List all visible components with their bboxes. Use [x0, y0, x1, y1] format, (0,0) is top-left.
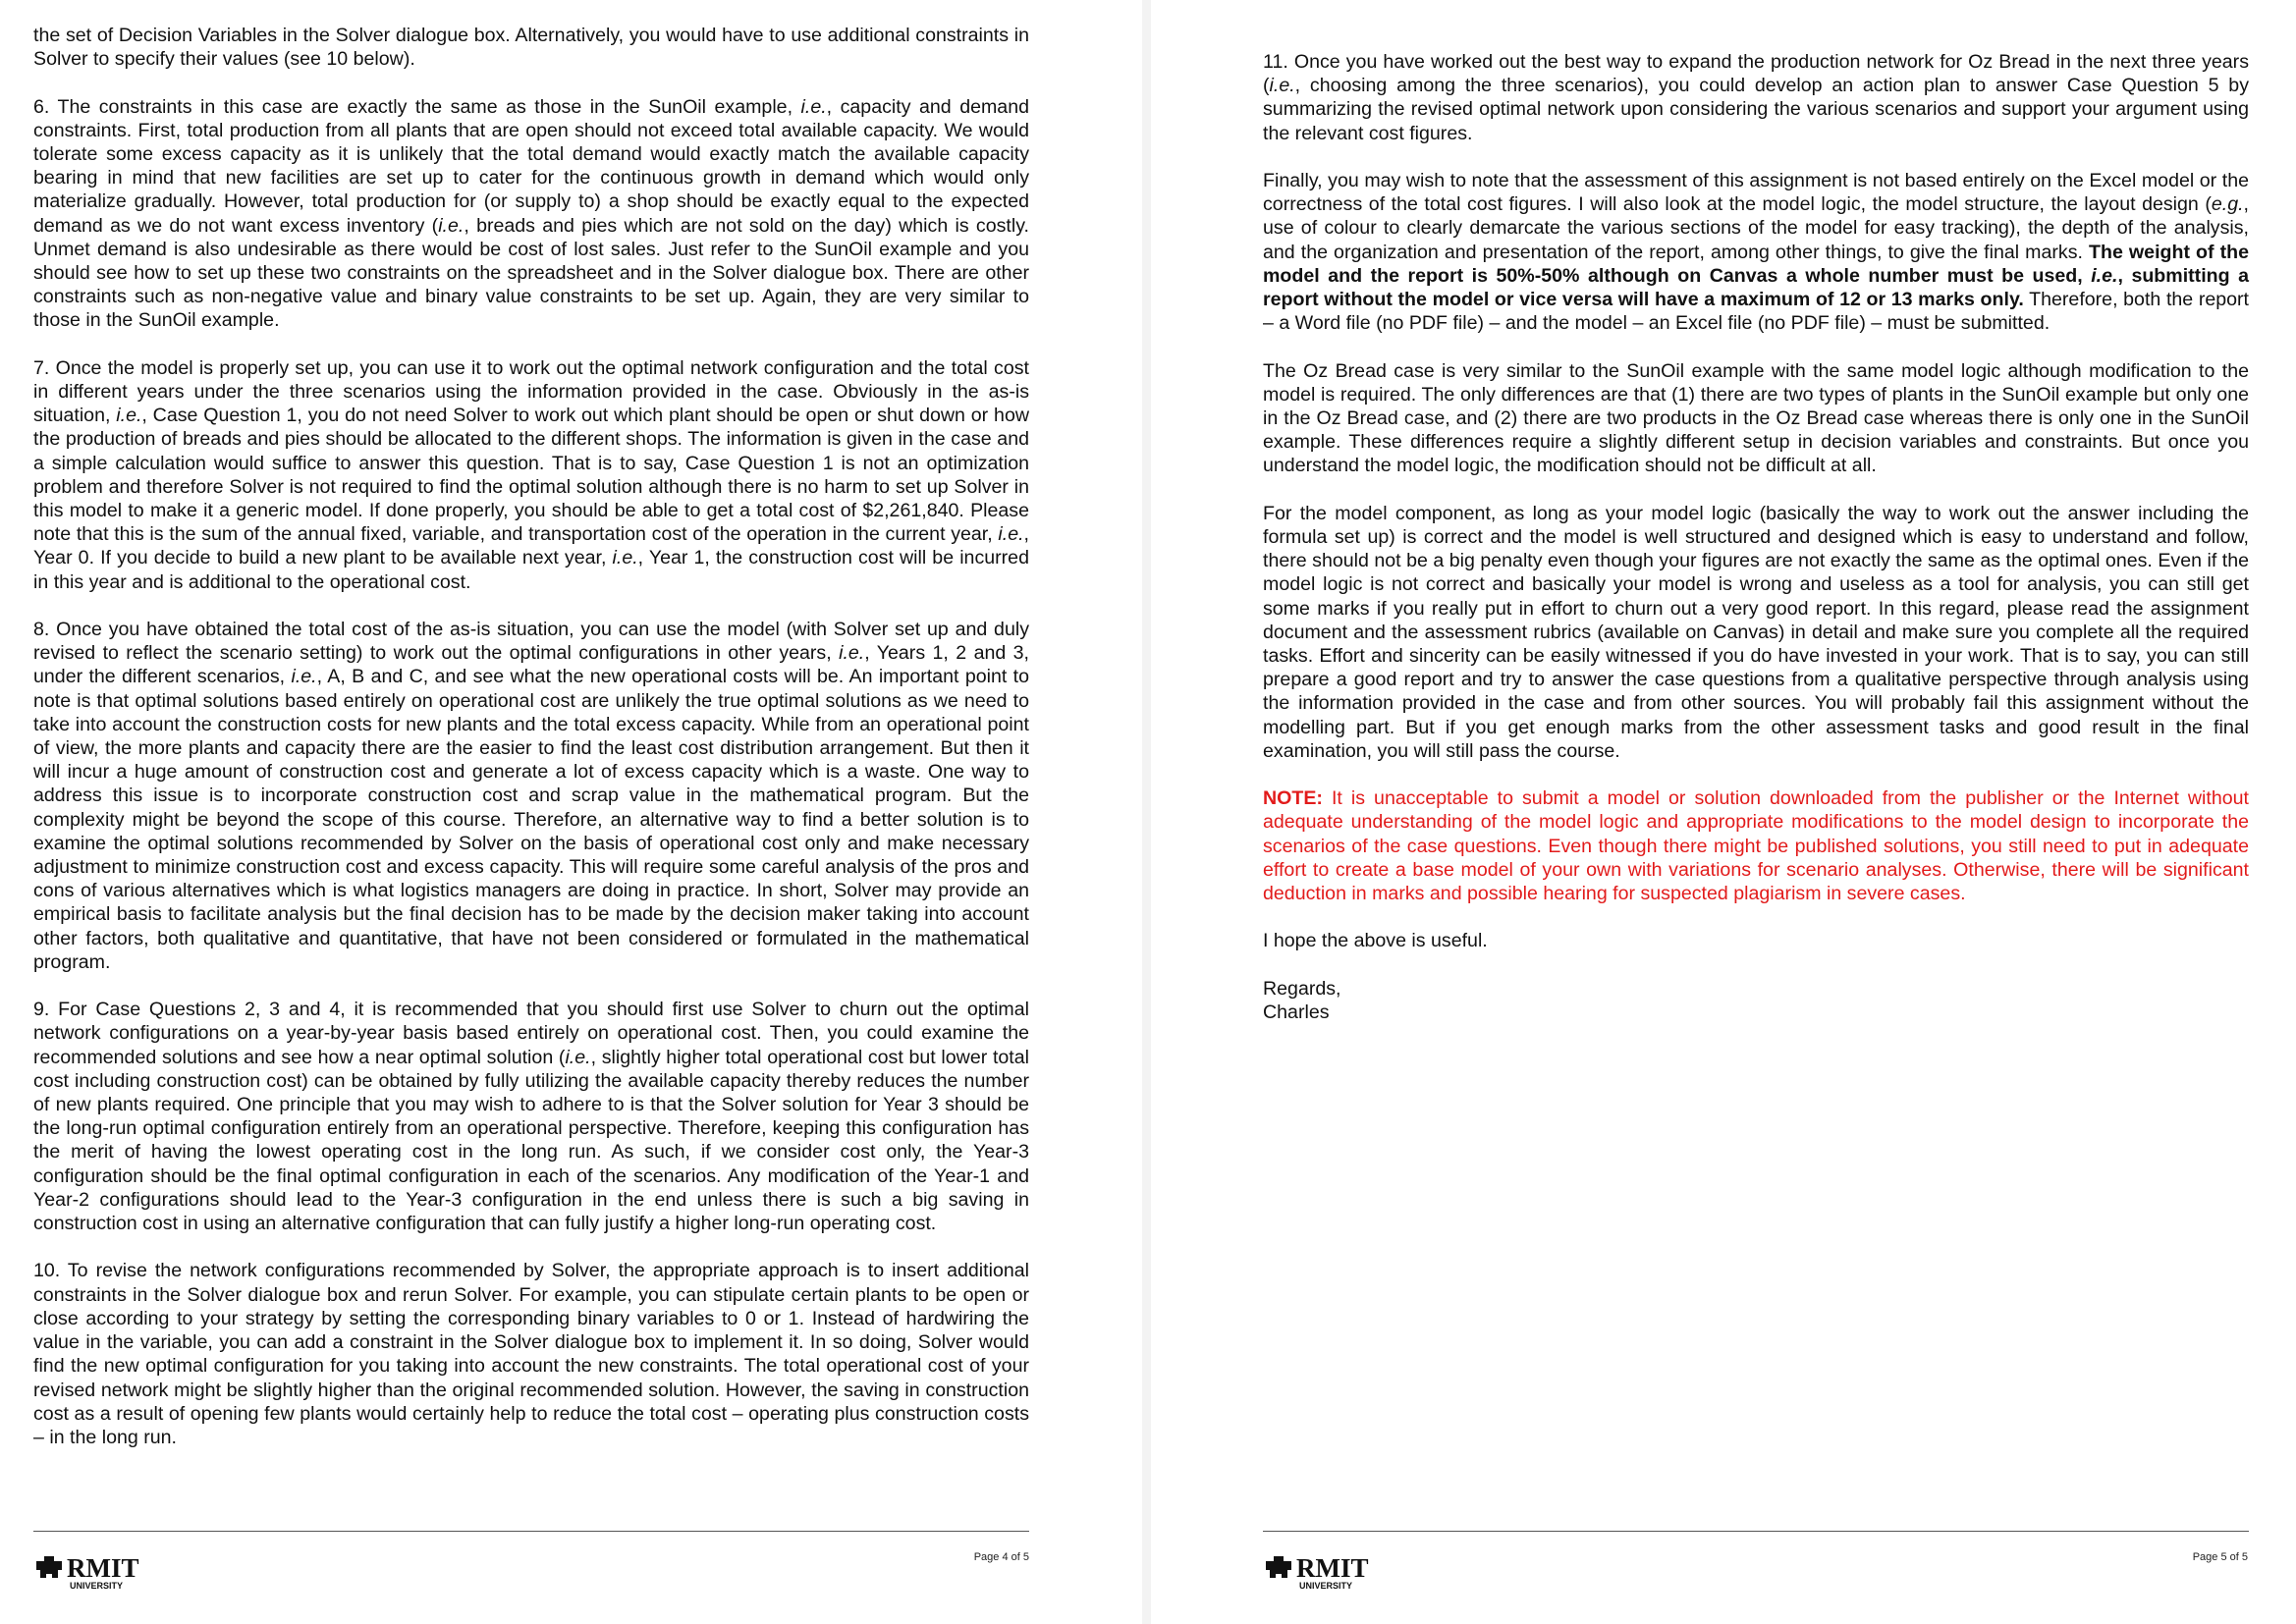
text-run: , Year 1, the construction cost will be incurred in this year and is additional to the operational cost.	[33, 547, 1029, 593]
text-run: NOTE:	[1263, 787, 1323, 810]
text-run: 8. Once you have obtained the total cost of the as-is situation, you can use the model (with Solver set up and duly revised to reflect the scenario setting) to work out the optimal configurations in other years,	[33, 619, 1029, 665]
text-run: , choosing among the three scenarios), you could develop an action plan to answer Case Question 5 by summarizing the revised optimal network upon considering the various scenarios and support your argument using the relevant cost figures.	[1263, 75, 2249, 144]
page-4-footer	[0, 1526, 1142, 1624]
text-run: , slightly higher total operational cost but lower total cost including construction cost) can be obtained by fully utilizing the available capacity thereby reduces the number of new plants required. One principle that you may wish to adhere to is that the Solver solution for Year 3 should be the long-run optimal configuration entirely from an operational perspective. Therefore, keeping this configuration has the merit of having the lowest operating cost in the long run. As such, if we consider cost only, the Year-3 configuration should be the final optimal configuration in each of the scenarios. Any modification of the Year-1 and Year-2 configurations should lead to the Year-3 configuration in the end unless there is such a big saving in construction cost in using an alternative configuration that can fully justify a higher long-run operating cost.	[33, 1046, 1029, 1235]
text-run: , breads and pies which are not sold on the day) which is costly. Unmet demand is also undesirable as there would be cost of lost sales. Just refer to the SunOil example and you should see how to set up these two constraints on the spreadsheet and in the Solver dialogue box. There are other constraints such as non-negative value and binary value constraints to be set up. Again, they are very similar to those in the SunOil example.	[33, 214, 1029, 332]
closing-block	[1263, 977, 2249, 1024]
text-run: 6. The constraints in this case are exactly the same as those in the SunOil example,	[33, 95, 801, 118]
text-run: Finally, you may wish to note that the assessment of this assignment is not based entirely on the Excel model or the correctness of the total cost figures. I will also look at the model logic, the model structure, the layout design (	[1263, 170, 2249, 216]
text-run: i.e.	[565, 1046, 591, 1068]
body-paragraph	[1263, 929, 2249, 952]
page-number: Page 5 of 5	[2192, 1551, 2248, 1563]
text-run: 11. Once you have worked out the best way to expand the production network for Oz Bread in the next three years (	[1263, 51, 2249, 97]
body-paragraph	[33, 618, 1029, 974]
text-run: The Oz Bread case is very similar to the SunOil example with the same model logic although modification to the model is required. The only differences are that (1) there are two types of plants in the SunOil example but only one in the Oz Bread case, and (2) there are two products in the Oz Bread case whereas there is only one in the SunOil example. These differences require a slightly different setup in decision variables and constraints. But once you understand the model logic, the modification should not be difficult at all.	[1263, 359, 2249, 477]
body-paragraph	[33, 24, 1029, 71]
text-run: I hope the above is useful.	[1263, 930, 1488, 952]
text-run: e.g.	[2211, 193, 2244, 216]
body-paragraph	[33, 1259, 1029, 1449]
text-run: i.e.	[116, 405, 142, 427]
text-run: i.e.	[839, 642, 865, 665]
body-paragraph	[1263, 359, 2249, 478]
body-paragraph	[1263, 50, 2249, 145]
rmit-pixel-mark	[1266, 1556, 1291, 1578]
page-5	[1151, 0, 2296, 1624]
closing-regards: Regards,	[1263, 977, 1341, 1000]
page-4-body	[33, 24, 1029, 1473]
footer-rule	[33, 1531, 1029, 1532]
rmit-logo-text: RMIT	[67, 1553, 139, 1583]
text-run: , use of colour to clearly demarcate the various sections of the model for easy tracking), the depth of the analysis, and the organization and presentation of the report, among other things, to give the final marks.	[1263, 193, 2249, 263]
body-paragraph	[33, 356, 1029, 594]
rmit-logo-subtext: UNIVERSITY	[70, 1581, 124, 1591]
text-run: , submitting a report without the model or vice versa will have a maximum of 12 or 13 marks only.	[1263, 264, 2249, 311]
closing-signature: Charles	[1263, 1001, 1330, 1024]
text-run: , Year 0. If you decide to build a new plant to be available next year,	[33, 523, 1029, 569]
rmit-logo-text: RMIT	[1296, 1553, 1369, 1583]
text-run: , Years 1, 2 and 3, under the different scenarios,	[33, 642, 1029, 688]
text-run: i.e.	[800, 95, 827, 118]
text-run: For the model component, as long as your model logic (basically the way to work out the answer including the formula set up) is correct and the model is well structured and designed which is easy to understand and follow, there should not be a big penalty even though your figures are not exactly the same as the optimal ones. Even if the model logic is not correct and basically your model is wrong and useless as a tool for analysis, you can still get some marks if you really put in effort to churn out a very good report. In this regard, please read the assignment document and the assessment rubrics (available on Canvas) in detail and make sure you complete all the required tasks. Effort and sincerity can be easily witnessed if you do have invested in your work. That is to say, you can still prepare a good report and try to answer the case questions from a qualitative perspective through analysis using the information provided in the case and from other sources. You will probably fail this assignment without the modelling part. But if you get enough marks from the other assessment tasks and good result in the final examination, you will still pass the course.	[1263, 502, 2249, 762]
text-run: Therefore, both the report – a Word file (no PDF file) – and the model – an Excel file (no PDF file) – must be submitted.	[1263, 289, 2250, 335]
text-run: It is unacceptable to submit a model or solution downloaded from the publisher or the Internet without adequate understanding of the model logic and appropriate modifications to the model design to incorporate the scenarios of the case questions. Even though there might be published solutions, you still need to put in adequate effort to create a base model of your own with variations for scenario analyses. Otherwise, there will be significant deduction in marks and possible hearing for suspected plagiarism in severe cases.	[1263, 787, 2249, 905]
text-run: i.e.	[998, 523, 1024, 546]
rmit-logo	[33, 1553, 151, 1604]
note-paragraph	[1263, 786, 2249, 905]
page-4	[0, 0, 1142, 1624]
text-run: i.e.	[291, 666, 317, 688]
text-run: The weight of the model and the report is 50%-50% although on Canvas a whole number must be used,	[1263, 241, 2249, 287]
body-paragraph	[33, 95, 1029, 333]
page-number: Page 4 of 5	[973, 1551, 1029, 1563]
text-run: 7. Once the model is properly set up, you can use it to work out the optimal network configuration and the total cost in different years under the three scenarios using the information provided in the case. Obviously in the as-is situation,	[33, 356, 1029, 427]
body-paragraph	[1263, 169, 2249, 335]
text-run: the set of Decision Variables in the Solver dialogue box. Alternatively, you would have to use additional constraints in Solver to specify their values (see 10 below).	[33, 25, 1029, 71]
rmit-logo-subtext: UNIVERSITY	[1299, 1581, 1353, 1591]
rmit-pixel-mark	[36, 1556, 62, 1578]
page-5-footer	[1151, 1526, 2296, 1624]
text-run: , Case Question 1, you do not need Solver to work out which plant should be open or shut down or how the production of breads and pies should be allocated to the different shops. The information is given in the case and a simple calculation would suffice to answer this question. That is to say, Case Question 1 is not an optimization problem and therefore Solver is not required to find the optimal solution although there is no harm to set up Solver in this model to make it a generic model. If done properly, you should be able to get a total cost of $2,261,840. Please note that this is the sum of the annual fixed, variable, and transportation cost of the operation in the current year,	[33, 405, 1029, 546]
page-5-body	[1263, 50, 2249, 1048]
text-run: 10. To revise the network configurations recommended by Solver, the appropriate approach is to insert additional constraints in the Solver dialogue box and rerun Solver. For example, you can stipulate certain plants to be open or close according to your strategy by setting the corresponding binary variables to 0 or 1. Instead of hardwiring the value in the variable, you can add a constraint in the Solver dialogue box to implement it. In so doing, Solver would find the new optimal configuration for you taking into account the new constraints. The total operational cost of your revised network might be slightly higher than the original recommended solution. However, the saving in construction cost as a result of opening few plants would certainly help to reduce the total cost – operating plus construction costs – in the long run.	[33, 1260, 1029, 1448]
body-paragraph	[1263, 502, 2249, 763]
body-paragraph	[33, 998, 1029, 1235]
text-run: i.e.	[1269, 75, 1295, 97]
text-run: 9. For Case Questions 2, 3 and 4, it is recommended that you should first use Solver to churn out the optimal network configurations on a year-by-year basis based entirely on operational cost. Then, you could examine the recommended solutions and see how a near optimal solution (	[33, 999, 1029, 1068]
text-run: i.e.	[612, 547, 638, 569]
text-run: i.e.	[438, 214, 465, 237]
rmit-logo	[1263, 1553, 1381, 1604]
footer-rule	[1263, 1531, 2249, 1532]
text-run: i.e.	[2091, 264, 2118, 287]
text-run: , A, B and C, and see what the new operational costs will be. An important point to note is that optimal solutions based entirely on operational cost are unlikely the true optimal solutions as we need to take into account the construction costs for new plants and the total excess capacity. While from an operational point of view, the more plants and capacity there are the easier to find the least cost distribution arrangement. But then it will incur a huge amount of construction cost and generate a lot of excess capacity which is a waste. One way to address this issue is to incorporate construction cost and scrap value in the mathematical program. But the complexity might be beyond the scope of this course. Therefore, an alternative way to find a better solution is to examine the optimal solutions recommended by Solver on the basis of operational cost only and make necessary adjustment to minimize construction cost and excess capacity. This will require some careful analysis of the pros and cons of various alternatives which is what logistics managers are doing in practice. In short, Solver may provide an empirical basis to facilitate analysis but the final decision has to be made by the decision maker taking into account other factors, both qualitative and quantitative, that have not been considered or formulated in the mathematical program.	[33, 666, 1029, 973]
text-run: , capacity and demand constraints. First, total production from all plants that are open should not exceed total available capacity. We would tolerate some excess capacity as it is unlikely that the total demand would exactly match the available capacity bearing in mind that new facilities are set up to cater for the continuous growth in demand which would only materialize gradually. However, total production for (or supply to) a shop should be exactly equal to the expected demand as we do not want excess inventory (	[33, 95, 1029, 237]
